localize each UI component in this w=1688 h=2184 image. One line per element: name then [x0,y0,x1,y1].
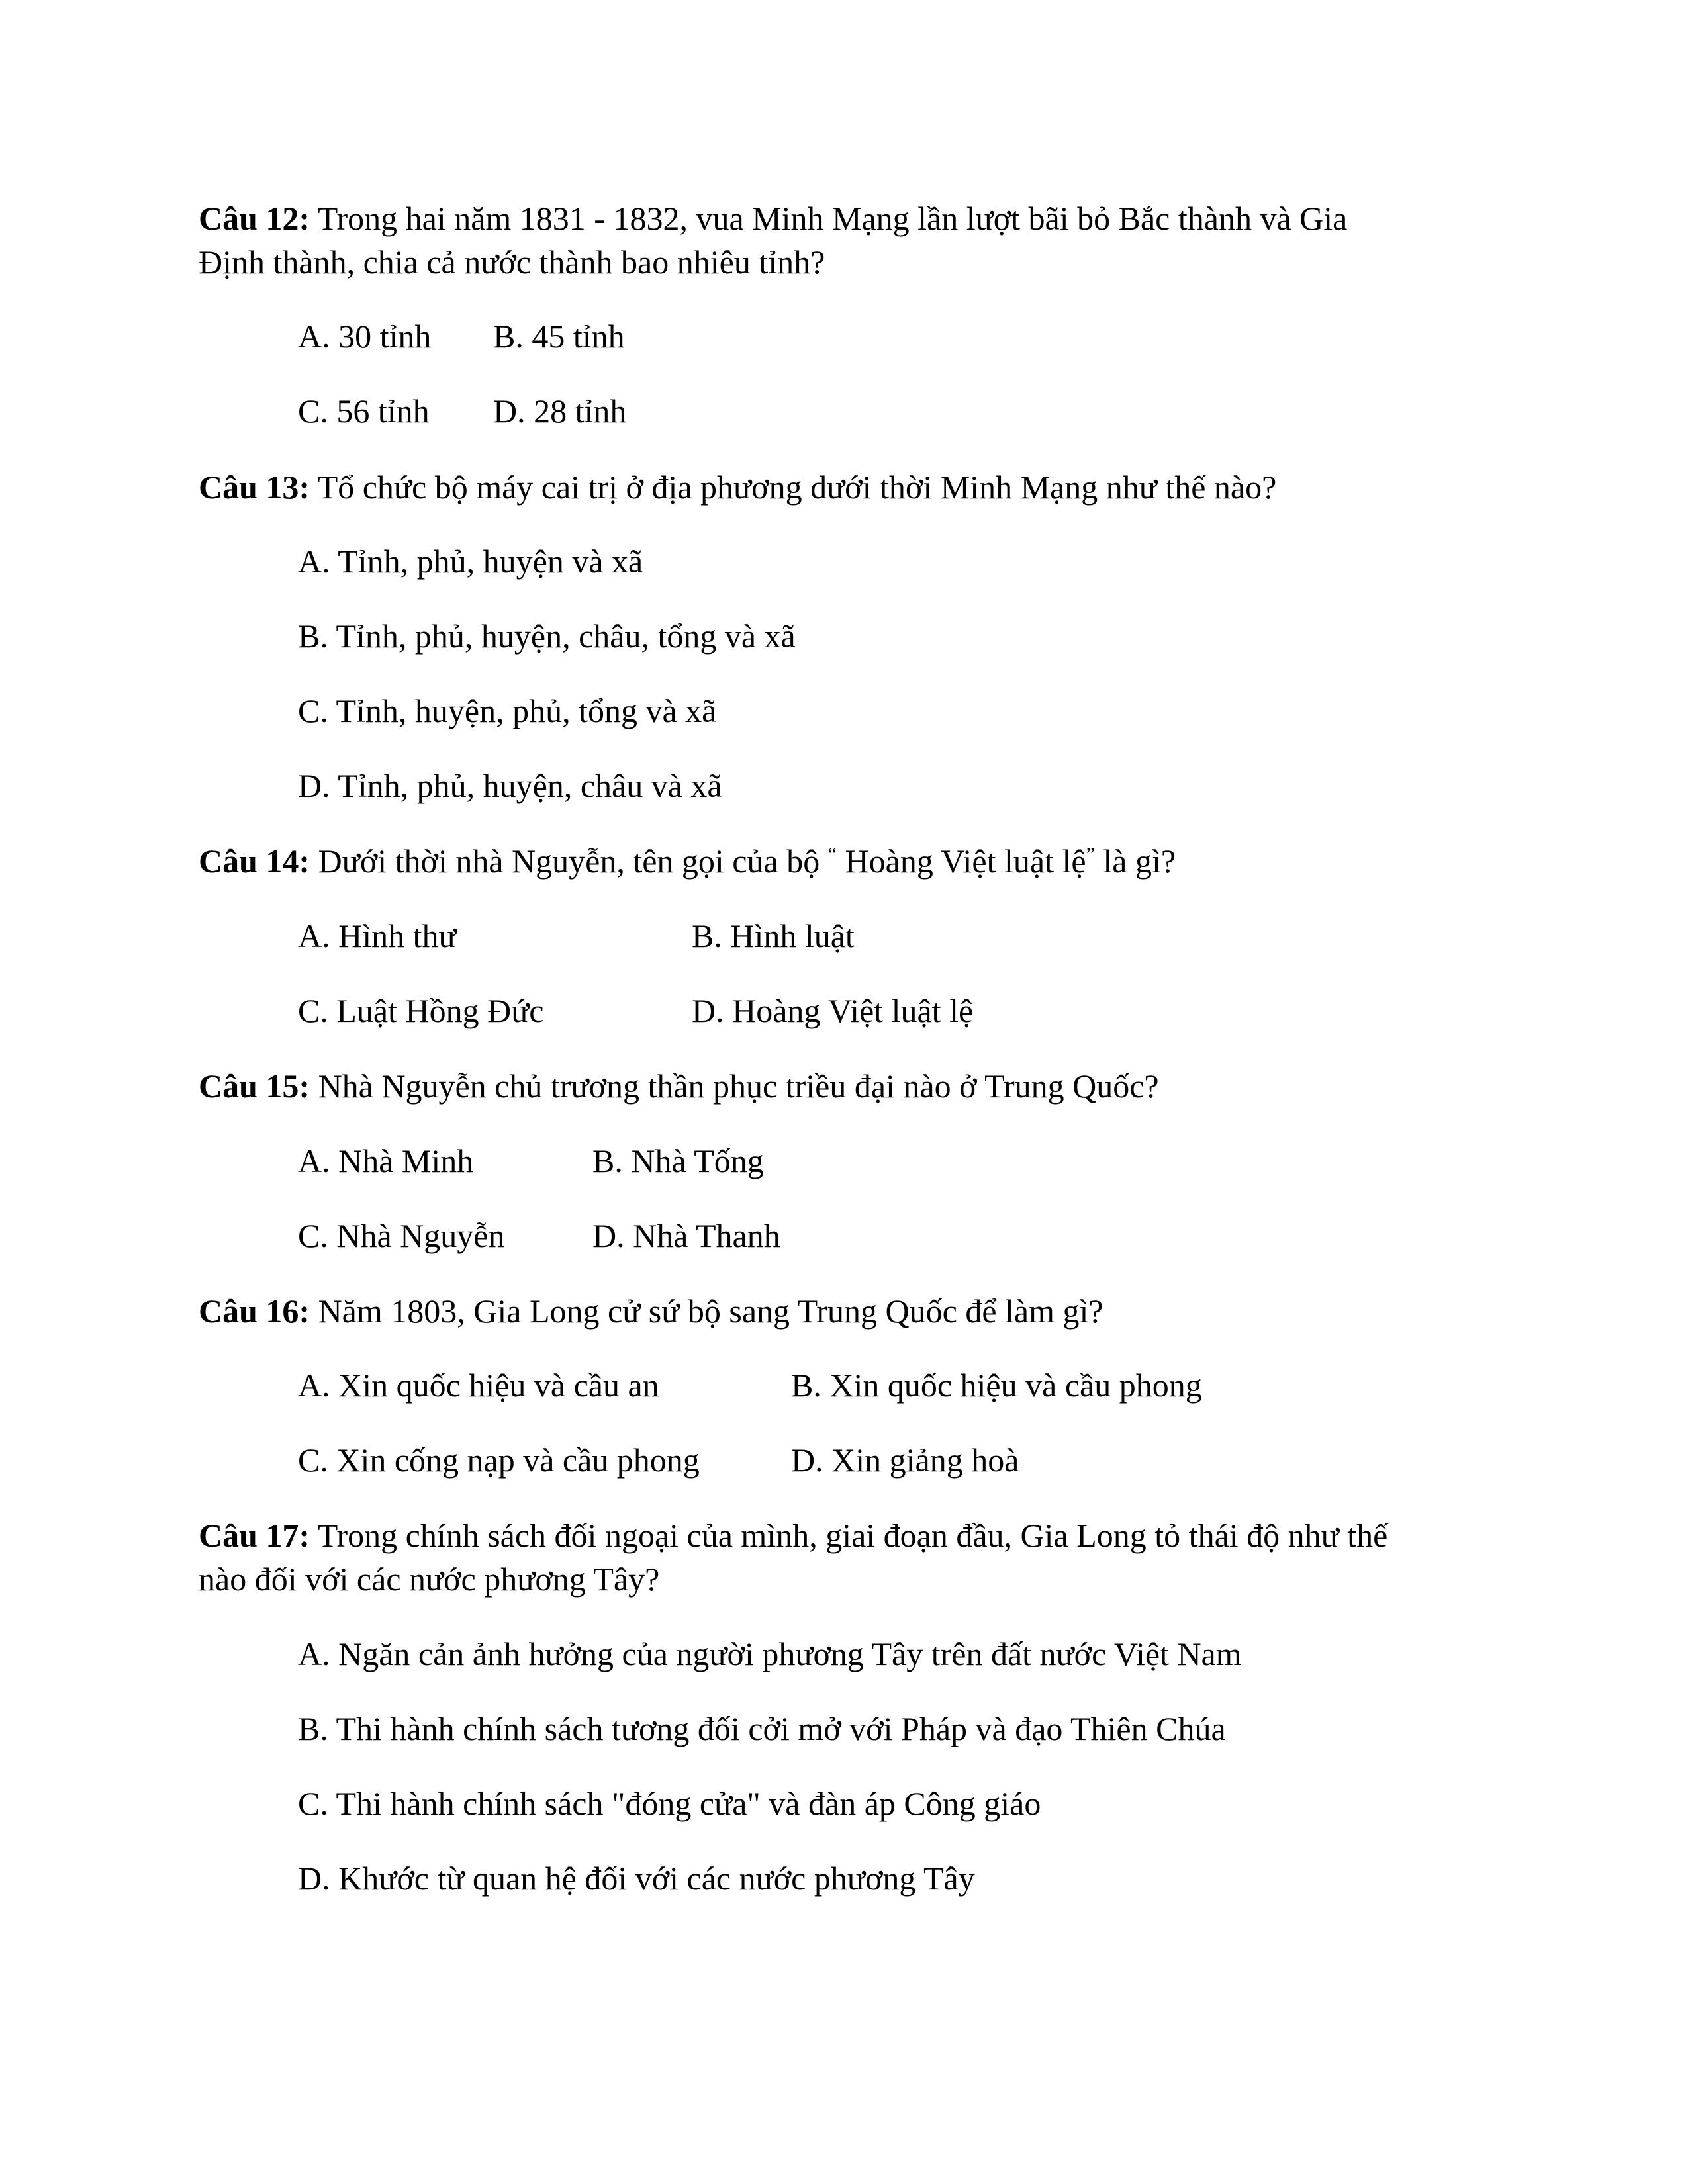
question-12-option-b[interactable]: B. 45 tỉnh [493,318,625,355]
question-12-option-d[interactable]: D. 28 tỉnh [493,392,627,430]
question-12-label: Câu 12: [199,200,310,237]
question-14-text-after: là gì? [1103,842,1176,880]
question-12-option-c[interactable]: C. 56 tỉnh [298,392,430,430]
question-15-option-a[interactable]: A. Nhà Minh [298,1142,474,1179]
question-14-text-quoted: Hoàng Việt luật lệ [845,842,1086,880]
question-13-option-b[interactable]: B. Tỉnh, phủ, huyện, châu, tổng và xã [298,617,796,655]
question-16-option-c[interactable]: C. Xin cống nạp và cầu phong [298,1441,700,1479]
question-15-stem-line-1 [199,1064,1159,1109]
question-15-text-1: Nhà Nguyễn chủ trương thần phục triều đại nào ở Trung Quốc? [318,1068,1159,1105]
question-16-stem-line-1 [199,1289,1103,1334]
question-13-option-d[interactable]: D. Tỉnh, phủ, huyện, châu và xã [298,767,722,804]
question-16-text-1: Năm 1803, Gia Long cử sứ bộ sang Trung Quốc để làm gì? [318,1293,1103,1330]
question-17-label: Câu 17: [199,1517,310,1554]
question-12-stem-line-2: Định thành, chia cả nước thành bao nhiêu tỉnh? [199,244,825,281]
question-13-label: Câu 13: [199,469,310,506]
question-13-stem-line-1 [199,465,1276,510]
question-13-option-c[interactable]: C. Tỉnh, huyện, phủ, tổng và xã [298,692,717,729]
question-14-stem-line-1 [199,839,1176,884]
question-17-option-d[interactable]: D. Khước từ quan hệ đối với các nước phương Tây [298,1860,975,1897]
question-15-label: Câu 15: [199,1068,310,1105]
question-17-stem-line-1 [199,1514,1387,1558]
question-14-option-a[interactable]: A. Hình thư [298,917,457,954]
question-16-label: Câu 16: [199,1293,310,1330]
question-14-label: Câu 14: [199,842,310,880]
question-17-option-c[interactable]: C. Thi hành chính sách "đóng cửa" và đàn áp Công giáo [298,1785,1041,1822]
question-14-text-before: Dưới thời nhà Nguyễn, tên gọi của bộ [318,842,820,880]
question-17-stem-line-2: nào đối với các nước phương Tây? [199,1561,660,1598]
question-13-option-a[interactable]: A. Tỉnh, phủ, huyện và xã [298,543,643,580]
question-13-text-1: Tổ chức bộ máy cai trị ở địa phương dưới thời Minh Mạng như thế nào? [317,469,1277,506]
question-15-option-c[interactable]: C. Nhà Nguyễn [298,1217,505,1254]
question-14-option-d[interactable]: D. Hoàng Việt luật lệ [692,992,974,1029]
question-17-option-a[interactable]: A. Ngăn cản ảnh hưởng của người phương Tây trên đất nước Việt Nam [298,1635,1242,1672]
question-16-option-a[interactable]: A. Xin quốc hiệu và cầu an [298,1367,659,1404]
open-quote: “ [827,843,837,866]
question-14-option-b[interactable]: B. Hình luật [692,917,855,954]
question-15-option-b[interactable]: B. Nhà Tống [592,1142,764,1179]
question-17-option-b[interactable]: B. Thi hành chính sách tương đối cởi mở với Pháp và đạo Thiên Chúa [298,1710,1226,1747]
question-12-text-1: Trong hai năm 1831 - 1832, vua Minh Mạng lần lượt bãi bỏ Bắc thành và Gia [317,200,1348,237]
question-16-option-b[interactable]: B. Xin quốc hiệu và cầu phong [791,1367,1202,1404]
question-17-text-1: Trong chính sách đối ngoại của mình, giai đoạn đầu, Gia Long tỏ thái độ như thế [317,1517,1388,1554]
question-12-stem-line-1 [199,197,1347,241]
question-16-option-d[interactable]: D. Xin giảng hoà [791,1441,1019,1479]
close-quote: ” [1086,843,1095,866]
question-15-option-d[interactable]: D. Nhà Thanh [592,1217,780,1254]
question-12-option-a[interactable]: A. 30 tỉnh [298,318,432,355]
question-14-option-c[interactable]: C. Luật Hồng Đức [298,992,544,1029]
